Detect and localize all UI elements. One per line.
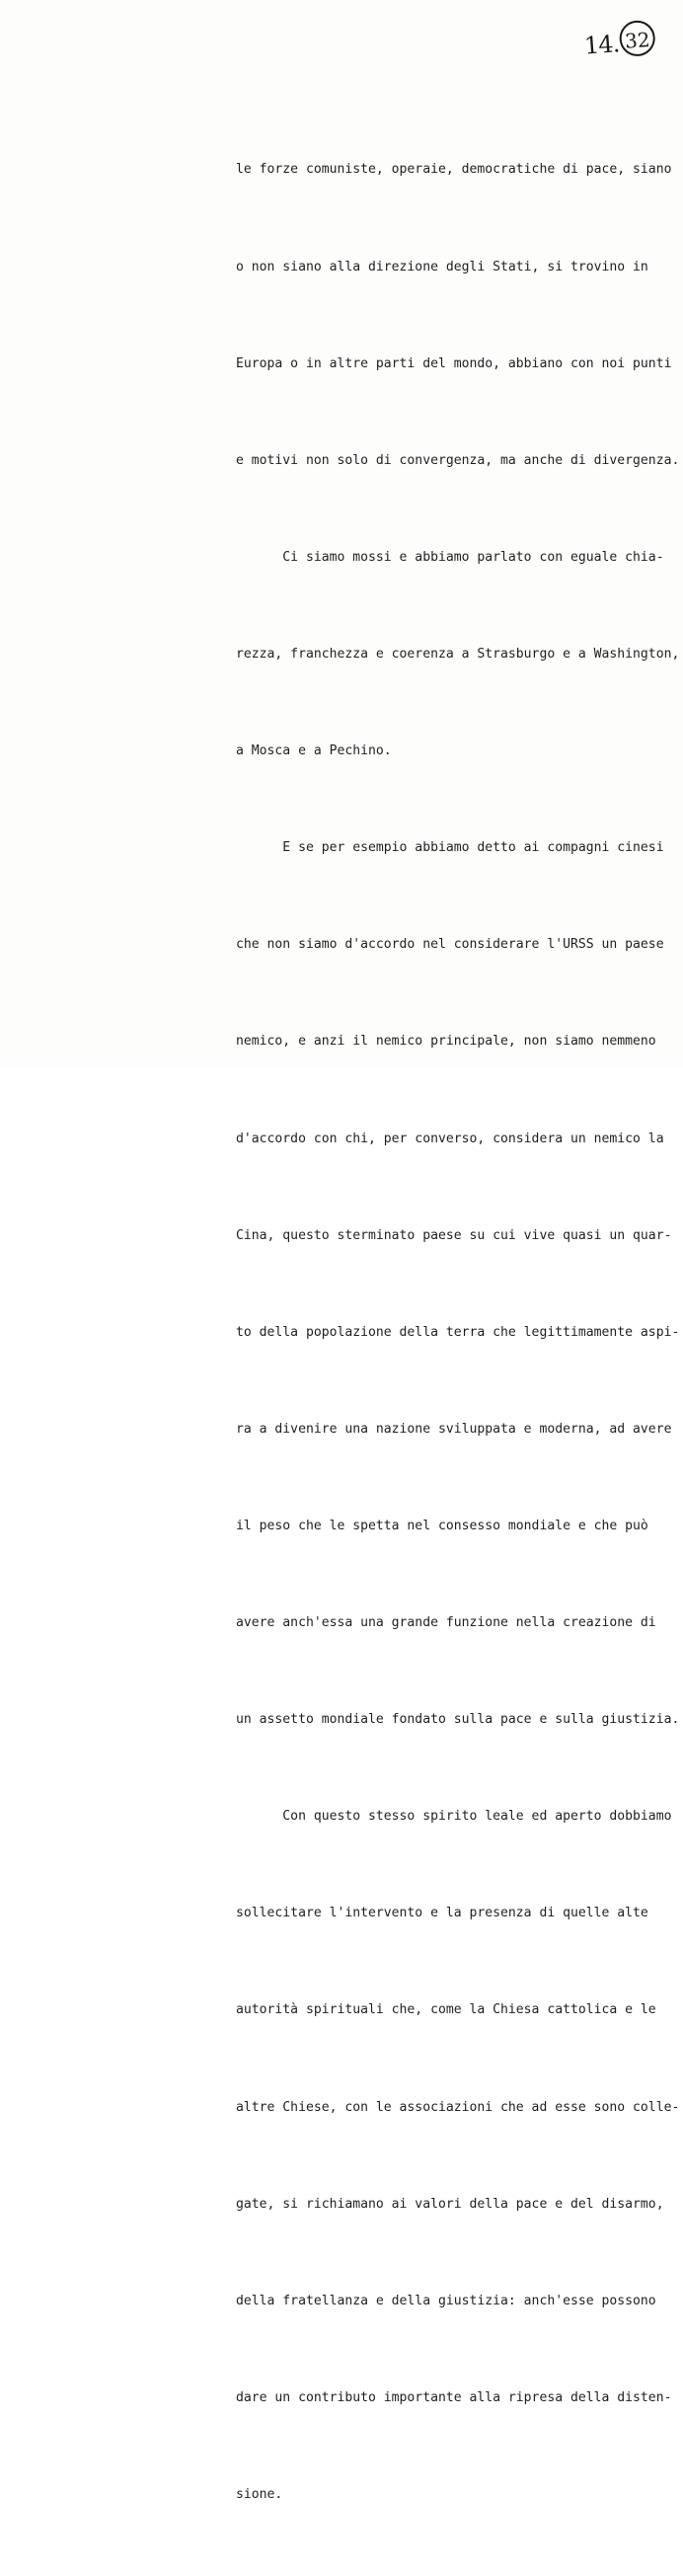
text-line: rezza, franchezza e coerenza a Strasburgo e a Washington, — [236, 646, 680, 662]
text-line: avere anch'essa una grande funzione nella creazione di — [236, 1615, 656, 1631]
text-line: altre Chiese, con le associazioni che ad esse sono colle- — [236, 2099, 680, 2115]
text-line: Ci siamo mossi e abbiamo parlato con eguale chia- — [236, 549, 664, 565]
text-line: sollecitare l'intervento e la presenza di quelle alte — [236, 1906, 648, 1921]
text-line: o non siano alla direzione degli Stati, si trovino in — [236, 259, 648, 274]
text-line: che non siamo d'accordo nel considerare l'URSS un paese — [236, 937, 664, 953]
text-line: nemico, e anzi il nemico principale, non siamo nemmeno — [236, 1034, 656, 1050]
text-line: Cina, questo sterminato paese su cui vive quasi un quar- — [236, 1227, 672, 1243]
text-line: dare un contributo importante alla ripresa della disten- — [236, 2389, 672, 2405]
text-line: gate, si richiamano ai valori della pace e del disarmo, — [236, 2196, 664, 2212]
text-line: un assetto mondiale fondato sulla pace e sulla giustizia. — [236, 1712, 680, 1728]
text-line: a Mosca e a Pechino. — [236, 743, 392, 759]
body-text — [236, 90, 680, 2576]
text-line: sione. — [236, 2487, 283, 2503]
text-line: Europa o in altre parti del mondo, abbiano con noi punti — [236, 355, 672, 371]
page-number-typed: 14. — [583, 30, 621, 60]
text-line: to della popolazione della terra che legittimamente aspi- — [236, 1324, 680, 1340]
text-line: le forze comuniste, operaie, democratiche di pace, siano — [236, 162, 672, 178]
text-line: autorità spirituali che, come la Chiesa cattolica e le — [236, 2002, 656, 2018]
page-number-circled: 32 — [618, 20, 655, 57]
text-line: e motivi non solo di convergenza, ma anche di divergenza. — [236, 452, 680, 468]
page-number — [581, 19, 663, 67]
text-line: il peso che le spetta nel consesso mondiale e che può — [236, 1518, 648, 1533]
text-line: della fratellanza e della giustizia: anch'esse possono — [236, 2293, 656, 2308]
text-line: ra a divenire una nazione sviluppata e moderna, ad avere — [236, 1421, 672, 1437]
text-line: d'accordo con chi, per converso, considera un nemico la — [236, 1131, 664, 1146]
text-line: Con questo stesso spirito leale ed aperto dobbiamo — [236, 1809, 672, 1825]
text-line: E se per esempio abbiamo detto ai compagni cinesi — [236, 840, 664, 856]
